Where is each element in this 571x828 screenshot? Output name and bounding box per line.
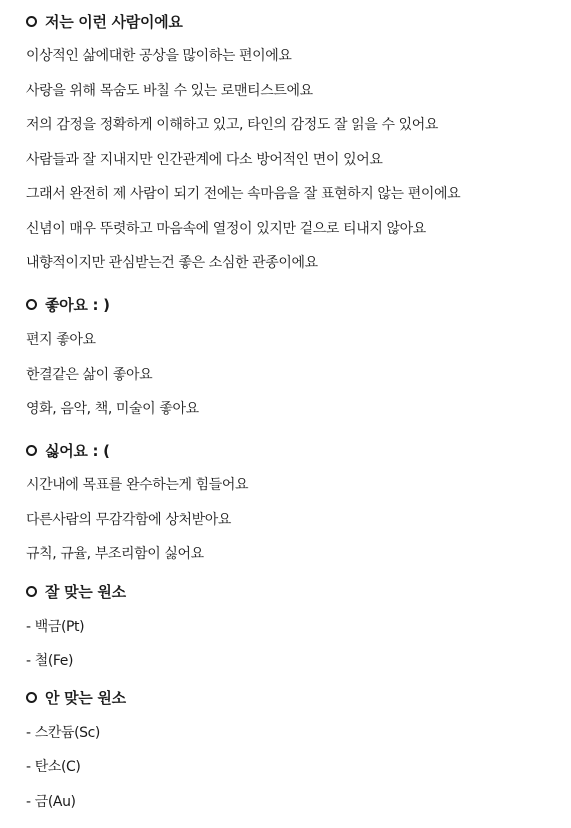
section-title-text: 안 맞는 원소 (45, 688, 126, 707)
good-element-line: - 철(Fe) (26, 653, 74, 669)
bad-element-line: - 금(Au) (26, 794, 76, 810)
dislikes-line: 시간내에 목표를 완수하는게 힘들어요 (26, 477, 249, 493)
about-me-line: 사랑을 위해 목숨도 바칠 수 있는 로맨티스트에요 (26, 83, 313, 99)
about-me-line: 신념이 매우 뚜렷하고 마음속에 열정이 있지만 겉으로 티내지 않아요 (26, 221, 426, 237)
section-title-likes (26, 293, 110, 315)
circle-bullet-icon (26, 692, 37, 703)
about-me-line: 사람들과 잘 지내지만 인간관계에 다소 방어적인 면이 있어요 (26, 152, 383, 168)
circle-bullet-icon (26, 16, 37, 27)
good-element-line: - 백금(Pt) (26, 619, 85, 635)
circle-bullet-icon (26, 299, 37, 310)
about-me-line: 내향적이지만 관심받는건 좋은 소심한 관종이에요 (26, 255, 318, 271)
dislikes-line: 다른사람의 무감각함에 상처받아요 (26, 512, 231, 528)
section-title-about-me (26, 10, 183, 32)
about-me-line: 저의 감정을 정확하게 이해하고 있고, 타인의 감정도 잘 읽을 수 있어요 (26, 117, 439, 133)
section-title-dislikes (26, 439, 110, 461)
section-title-text: 저는 이런 사람이에요 (45, 12, 183, 31)
section-title-text: 싫어요 : ( (45, 441, 110, 460)
section-title-bad-elements (26, 686, 126, 708)
circle-bullet-icon (26, 445, 37, 456)
section-title-good-elements (26, 580, 126, 602)
dislikes-line: 규칙, 규율, 부조리함이 싫어요 (26, 546, 204, 562)
section-title-text: 좋아요 : ) (45, 295, 110, 314)
bad-element-line: - 탄소(C) (26, 759, 81, 775)
bad-element-line: - 스칸듐(Sc) (26, 725, 100, 741)
about-me-line: 그래서 완전히 제 사람이 되기 전에는 속마음을 잘 표현하지 않는 편이에요 (26, 186, 461, 202)
section-title-text: 잘 맞는 원소 (45, 582, 126, 601)
circle-bullet-icon (26, 586, 37, 597)
likes-line: 편지 좋아요 (26, 332, 96, 348)
likes-line: 영화, 음악, 책, 미술이 좋아요 (26, 401, 199, 417)
about-me-line: 이상적인 삶에대한 공상을 많이하는 편이에요 (26, 48, 292, 64)
likes-line: 한결같은 삶이 좋아요 (26, 367, 153, 383)
